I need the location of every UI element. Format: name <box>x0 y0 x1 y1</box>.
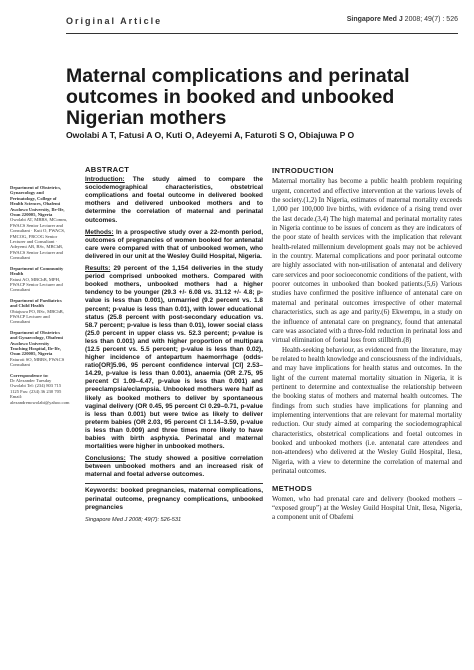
abstract-heading: ABSTRACT <box>85 165 130 174</box>
abstract-results-text: 29 percent of the 1,154 deliveries in the study period comprised unbooked mothers. Compared with booked mothers, unbooked mothers had a higher tendency to be younger (29.3 +/- 6.08 vs. 31.12 +/- 4.8; p-value is less than 0.001), unmarried (9.2 percent vs. 1.8 percent; p-value is less than 0.01), with lower educational status (25.8 percent with post-secondary education vs. 58.7 percent; p-value is less than 0.01), lower social class (25.0 percent in upper class vs. 52.3 percent; p-value is less than 0.001) and with higher proportion of multipara (12.5 percent vs. 5.5 percent; p-value is less than 0.02), higher incidence of antepartum haemorrhage (odds-ratio[OR]5.96, 95 percent confidence interval [CI] 2.53–14.29, p-value is less than 0.001), anaemia (OR 2.75, 95 percent CI 1.09–4.47, p-value is less than 0.001) and preeclampsia/eclampsia. Unbooked mothers were half as likely as booked mothers to deliver by spontaneous vaginal delivery (OR 0.45, 95 percent CI 0.29–0.71, p-value is less than 0.001) but were twice as likely to deliver preterm babies (OR 2.03, 95 percent CI 1.14–3.59, p-value is less than 0.009) and three times more likely to have babies with birth asphyxia. Perinatal and maternal mortalities were higher in unbooked mothers. <box>85 265 263 451</box>
abstract-conclusions <box>85 455 263 479</box>
affiliation-people: Obiajuwa PO, BSc, MBChB, FWACP Lecturer and Consultant <box>10 308 64 325</box>
abstract-methods-text: In a prospective study over a 22-month period, outcomes of pregnancies of women booked for antenatal care were compared with that of unbooked women, who delivered in our unit at the Wesley Guild Hospital, Nigeria. <box>85 228 263 260</box>
introduction-paragraph: Maternal mortality has become a public health problem requiring urgent, concerted and effective intervention at the various levels of the society.(1,2) In Nigeria, estimates of maternal mortality exceeds 1,000 per 100,000 live births, with evidence of a rising trend over the last decade.(3,4) The high maternal and perinatal mortality rates in Nigeria continue to be issues of concern as they are indicators of the poor state of health services with the implication that relevant health-related millennium development goals may not be achieved in the country. Maternal complications and poor perinatal outcome are highly associated with non-utilisation of antenatal and delivery care services and poor socioeconomic conditions of the patient, with poorer outcomes in unbooked than booked patients.(5,6) Various studies have confirmed the positive influence of antenatal care on maternal and perinatal outcomes irrespective of other maternal characteristics, such as age and parity.(6) Ekwempu, in a study on the influence of antenatal care on pregnancy, found that antenatal care was associated with a three-fold reduction in perinatal loss and virtual elimination of foetal loss from stillbirth.(8) <box>272 177 462 345</box>
article-type-label: Original Article <box>66 16 163 26</box>
abstract-conclusions-label: Conclusions: <box>85 455 126 463</box>
abstract-keywords-text: booked pregnancies, maternal complications, perinatal outcome, pregnancy complications, unbooked pregnancies <box>85 487 263 511</box>
abstract-methods <box>85 229 263 261</box>
affiliation-block <box>10 330 68 368</box>
page-header <box>66 16 458 30</box>
methods-heading: METHODS <box>272 484 313 494</box>
methods-paragraph: Women, who had prenatal care and delivery (booked mothers – “exposed group”) at the Wesley Guild Hospital Unit, Ilesa, Nigeria, a component unit of Obafemi <box>272 494 462 522</box>
abstract-citation: Singapore Med J 2008; 49(7): 526-531 <box>85 516 182 523</box>
abstract-keywords-label: Keywords: <box>85 487 118 495</box>
introduction-paragraph: Health-seeking behaviour, as evidenced from the literature, may be related to health knowledge and consciousness of the individuals, and may have implications for health status and outcomes. In the light of the current maternal mortality situation in Nigeria, it is pertinent to determine and contextualise the relationship between the booking status of mothers and maternal health outcomes. The findings from such studies have implications for planning and implementing interventions that are relevant for maternal mortality reduction. Our study aimed at comparing the sociodemographical characteristics, obstetrical complications and foetal outcomes in booked and unbooked mothers (i.e. antenatal care attendees and non-attendees) who delivered at the Wesley Guild Hospital, Ilesa, Nigeria, with a view to determine the correlation of maternal and perinatal outcomes. <box>272 345 462 475</box>
correspondence-label: Correspondence to: <box>10 372 49 378</box>
abstract-keywords <box>85 487 263 511</box>
keywords-rule <box>85 483 263 484</box>
affiliation-department: Department of Community Health <box>10 265 64 277</box>
affiliation-department: Department of Obstetrics and Gynaecology, Obafemi Awolowo University Teaching Hospital, Ile-Ife, Osun 220005, Nigeria <box>10 329 63 357</box>
abstract-introduction <box>85 176 263 225</box>
abstract-conclusions-text: The study showed a positive correlation between unbooked mothers and an increased risk of maternal and foetal adverse outcomes. <box>85 455 263 479</box>
journal-issue: 2008; 49(7) : 526 <box>404 16 458 23</box>
abstract-column <box>85 166 263 524</box>
abstract-methods-label: Methods: <box>85 228 114 236</box>
abstract-introduction-label: Introduction: <box>85 176 125 184</box>
affiliation-people: Owolabi AT, MBBS, MComm, FWACS Senior Lecturer and Consultant · Kuti O, FWACS, FMCOG, FRCOG Senior Lecturer and Consultant · Adeyemi AB, BSc, MBChB, FWACS Senior Lecturer and Consultant <box>10 217 68 261</box>
journal-name: Singapore Med J <box>346 16 403 23</box>
abstract-results-label: Results: <box>85 265 111 273</box>
abstract-results <box>85 265 263 451</box>
correspondence-details: Dr Alexander Tuesday Owolabi Tel: (234) 803 715 1125 Fax: (234) 36 230 705 Email: alexandrenowolabi@yahoo.com <box>10 378 70 405</box>
affiliation-department: Department of Paediatrics and Child Health <box>10 297 62 309</box>
author-list: Owolabi A T, Fatusi A O, Kuti O, Adeyemi A, Faturoti S O, Obiajuwa P O <box>66 130 355 140</box>
header-rule <box>66 33 458 34</box>
body-column <box>272 166 462 523</box>
introduction-heading: INTRODUCTION <box>272 166 334 175</box>
affiliation-department: Department of Obstetrics, Gynaecology and Perinatology, College of Health Sciences, Obafemi Awolowo University, Ile-Ife, Osun 220005, Nigeria <box>10 185 65 218</box>
affiliation-people: Fatusi AO, MBChB, MPH, FWACP Senior Lecturer and Consultant <box>10 276 63 293</box>
article-title: Maternal complications and perinatal outcomes in booked and unbooked Nigerian mothers <box>66 65 410 129</box>
affiliation-block <box>10 185 68 261</box>
affiliation-people: Faturoti SO, MBBS, FWACS Consultant <box>10 356 65 368</box>
affiliations-column <box>10 185 68 410</box>
abstract-introduction-text: The study aimed to compare the sociodemographical characteristics, obstetrical complications and foetal outcome in delivered booked mothers and delivered unbooked mothers and to determine the correlation of maternal and perinatal outcomes. <box>85 176 263 224</box>
affiliation-block <box>10 266 68 293</box>
correspondence-block <box>10 373 68 405</box>
journal-reference <box>347 16 458 23</box>
affiliation-block <box>10 298 68 325</box>
